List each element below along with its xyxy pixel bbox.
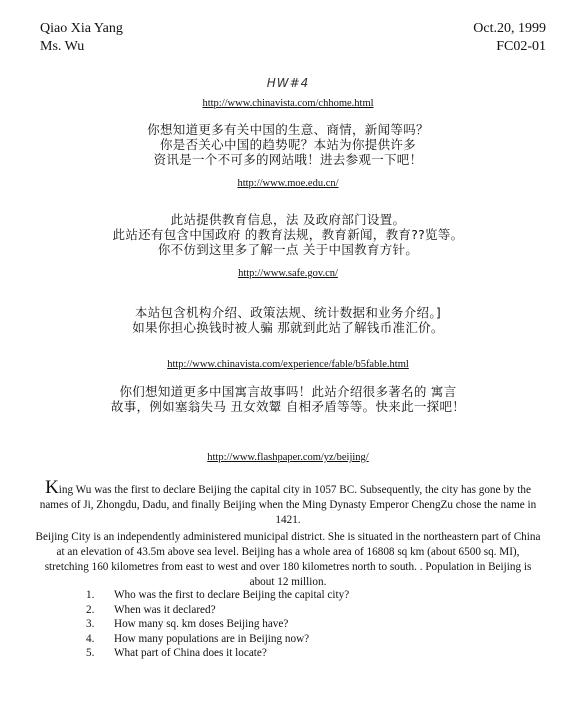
paragraph-history [34,477,542,528]
student-info [40,20,123,56]
section2-line2: 此站还有包含中国政府 的教育法规，教育新闻，教育??览等。 [112,227,464,242]
question-number: 3. [86,618,95,630]
section4-text [0,384,576,414]
section1-line2: 你是否关心中国的趋势呢？本站为你提供许多 [159,137,416,152]
teacher-name: Ms. Wu [40,39,85,54]
section1-text [0,122,576,167]
link-safe[interactable]: http://www.safe.gov.cn/ [238,268,338,279]
drop-cap: K [45,477,59,498]
question-text: How many sq. km doses Beijing have? [114,618,289,630]
section3-text [0,305,576,335]
homework-label: HW#4 [266,76,310,90]
paragraph-geography-text: Beijing City is an independently administered municipal district. She is situated in the northeastern part of China at an elevation of 43.5m above sea level. Beijing has a whole area of 16808 sq km (about 6500 sq. MI), stretching 160 kilometres from east to west and over 180 kilometres north to south. . Population in Beijing is about 12 million. [35,531,541,588]
question-text: When was it declared? [114,603,216,616]
section4-line1: 你们想知道更多中国寓言故事吗！此站介绍很多著名的 寓言 [119,384,457,399]
section1-line3: 资讯是一个不可多的网站哦！进去参观一下吧！ [153,152,423,167]
list-item [86,588,349,603]
list-item [86,646,349,661]
link-moe[interactable]: http://www.moe.edu.cn/ [237,178,339,189]
class-code: FC02-01 [496,39,546,54]
section4-line2: 故事，例如塞翁失马 丑女效颦 自相矛盾等等。快来此一探吧！ [110,399,466,414]
list-item [86,603,349,618]
question-number: 1. [86,589,95,601]
list-item [86,632,349,647]
section3-line1: 本站包含机构介绍、政策法规、统计数据和业务介绍。] [134,305,442,320]
link-chinavista-home[interactable]: http://www.chinavista.com/chhome.html [202,98,374,109]
question-text: What part of China does it locate? [114,647,267,659]
assignment-info [473,20,546,56]
section2-text [0,212,576,257]
assignment-date: Oct.20, 1999 [473,21,546,36]
section2-line1: 此站提供教育信息，法 及政府部门设置。 [170,212,406,227]
student-name: Qiao Xia Yang [40,21,123,36]
question-number: 4. [86,632,95,645]
question-list [86,588,349,661]
link-flashpaper-beijing[interactable]: http://www.flashpaper.com/yz/beijing/ [207,452,369,463]
link-chinavista-fable[interactable]: http://www.chinavista.com/experience/fable/b5fable.html [167,359,409,370]
question-number: 2. [86,603,95,616]
section1-line1: 你想知道更多有关中国的生意、商情，新闻等吗？ [147,122,429,137]
section3-line2: 如果你担心换钱时被人骗 那就到此站了解钱币准汇价。 [132,320,444,335]
paragraph-geography [34,530,542,590]
question-text: How many populations are in Beijing now? [114,632,310,645]
paragraph-history-text: ing Wu was the first to declare Beijing the capital city in 1057 BC. Subsequently, the city has gone by the names of Ji, Zhongdu, Dadu, and finally Beijing when the Ming Dynasty Emperor ChengZu chose the name in 1421. [39,484,537,526]
question-number: 5. [86,647,95,659]
question-text: Who was the first to declare Beijing the capital city? [114,589,350,601]
list-item [86,617,349,632]
section2-line3: 你不仿到这里多了解一点 关于中国教育方针。 [157,242,419,257]
